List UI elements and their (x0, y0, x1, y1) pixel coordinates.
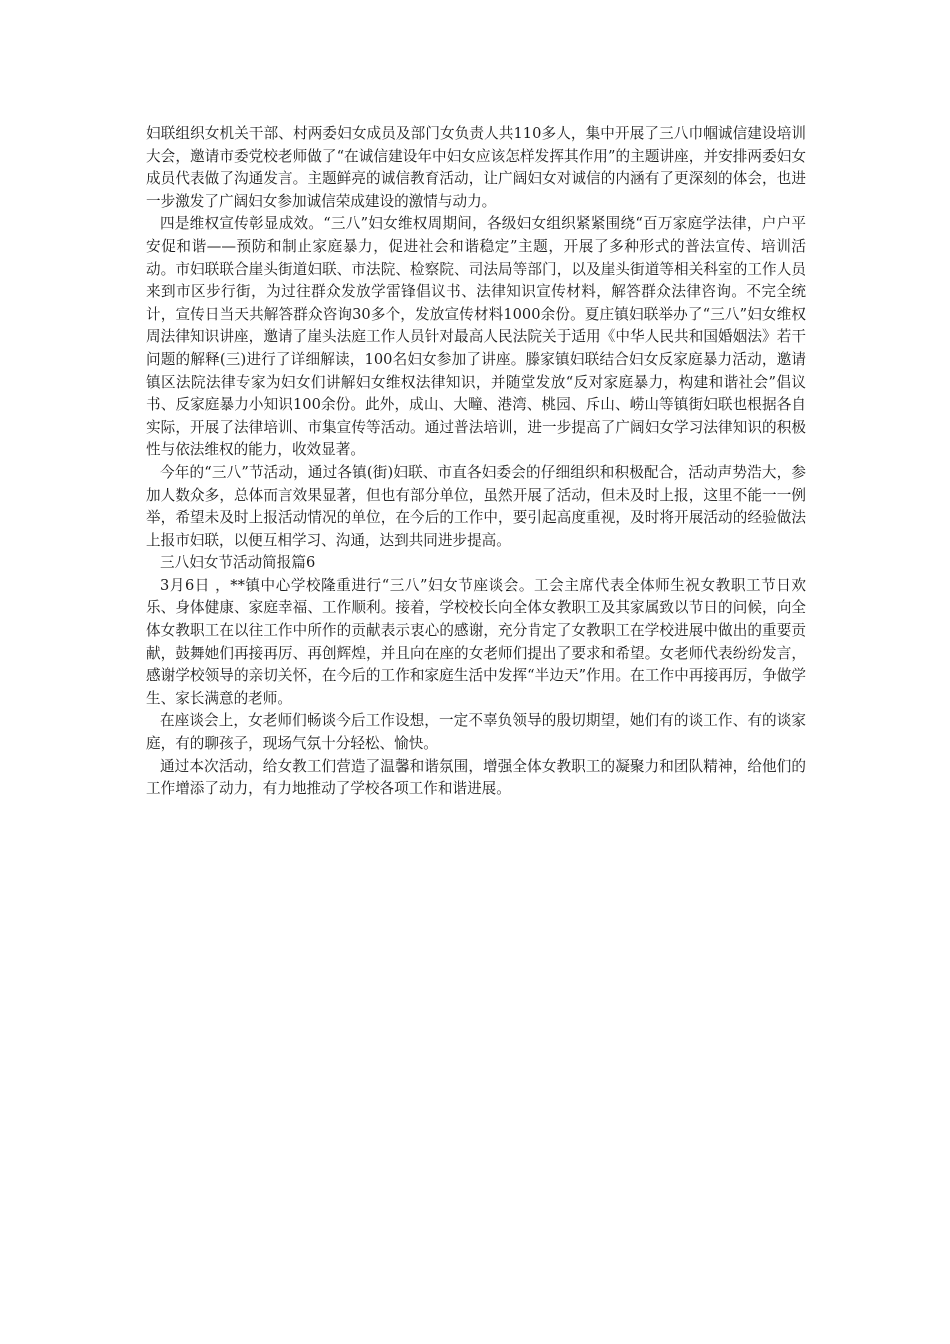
section-heading: 三八妇女节活动简报篇6 (160, 554, 316, 572)
paragraph-summary: 今年的“三八”节活动，通过各镇(街)妇联、市直各妇委会的仔细组织和积极配合，活动声势浩大，参加人数众多，总体而言效果显著，但也有部分单位，虽然开展了活动，但未及时上报，这里不能一一例举，希望未及时上报活动情况的单位，在今后的工作中，要引起高度重视，及时将开展活动的经验做法上报市妇联，以便互相学习、沟通，达到共同进步提高。 (146, 463, 806, 549)
paragraph-school-forum: 3月6日 ，**镇中心学校隆重进行“三八”妇女节座谈会。工会主席代表全体师生祝女教职工节日欢乐、身体健康、家庭幸福、工作顺利。接着，学校校长向全体女教职工及其家属致以节日的问候，向全体女教职工在以往工作中所作的贡献表示衷心的感谢，充分肯定了女教职工在学校进展中做出的重要贡献，鼓舞她们再接再厉、再创辉煌，并且向在座的女老师们提出了要求和希望。女老师代表纷纷发言，感谢学校领导的亲切关怀，在今后的工作和家庭生活中发挥“半边天”作用。在工作中再接再厉，争做学生、家长满意的老师。 (146, 576, 806, 707)
paragraph-conclusion: 通过本次活动，给女教工们营造了温馨和谐氛围，增强全体女教职工的凝聚力和团队精神，给他们的工作增添了动力，有力地推动了学校各项工作和谐进展。 (146, 757, 806, 798)
document-body (146, 123, 806, 801)
paragraph-rights-promotion: 四是维权宣传彰显成效。“三八”妇女维权周期间，各级妇女组织紧紧围绕“百万家庭学法律，户户平安促和谐——预防和制止家庭暴力，促进社会和谐稳定”主题，开展了多种形式的普法宣传、培训活动。市妇联联合崖头街道妇联、市法院、检察院、司法局等部门，以及崖头街道等相关科室的工作人员来到市区步行街，为过往群众发放学雷锋倡议书、法律知识宣传材料，解答群众法律咨询。不完全统计，宣传日当天共解答群众咨询30多个，发放宣传材料1000余份。夏庄镇妇联举办了“三八”妇女维权周法律知识讲座，邀请了崖头法庭工作人员针对最高人民法院关于适用《中华人民共和国婚姻法》若干问题的解释(三)进行了详细解读，100名妇女参加了讲座。滕家镇妇联结合妇女反家庭暴力活动，邀请镇区法院法律专家为妇女们讲解妇女维权法律知识，并随堂发放“反对家庭暴力，构建和谐社会”倡议书、反家庭暴力小知识100余份。此外，成山、大疃、港湾、桃园、斥山、崂山等镇街妇联也根据各自实际，开展了法律培训、市集宣传等活动。通过普法培训，进一步提高了广阔妇女学习法律知识的积极性与依法维权的能力，收效显著。 (146, 215, 806, 459)
paragraph-continuation: 妇联组织女机关干部、村两委妇女成员及部门女负责人共110多人，集中开展了三八巾帼诚信建设培训大会，邀请市委党校老师做了“在诚信建设年中妇女应该怎样发挥其作用”的主题讲座，并安排两委妇女成员代表做了沟通发言。主题鲜亮的诚信教育活动，让广阔妇女对诚信的内涵有了更深刻的体会，也进一步激发了广阔妇女参加诚信荣成建设的激情与动力。 (146, 125, 806, 210)
paragraph-forum-atmosphere: 在座谈会上，女老师们畅谈今后工作设想，一定不辜负领导的殷切期望，她们有的谈工作、有的谈家庭，有的聊孩子，现场气氛十分轻松、愉快。 (146, 712, 806, 753)
